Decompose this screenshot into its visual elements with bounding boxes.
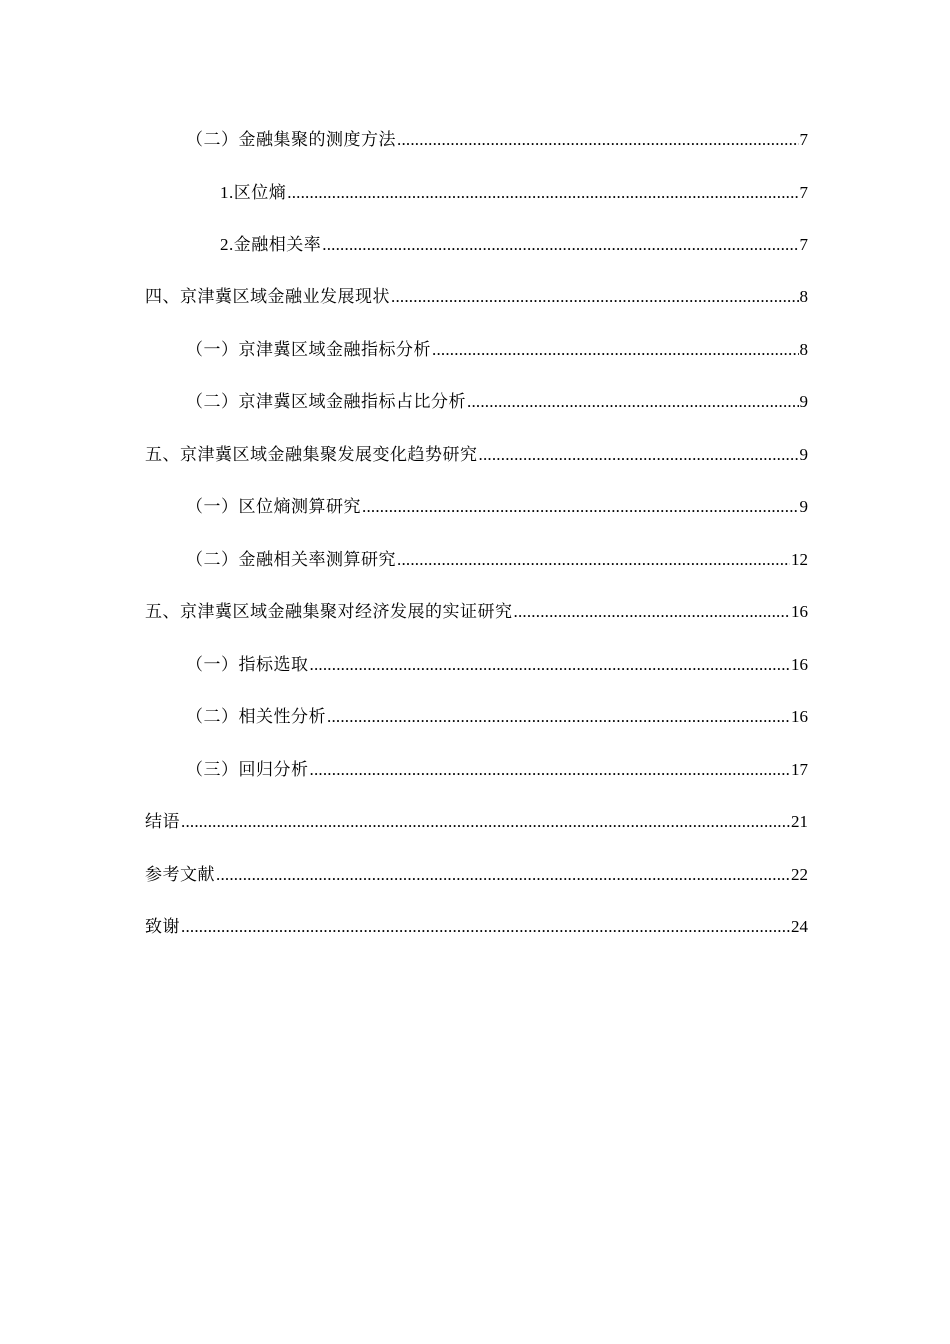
toc-entry[interactable]: [0, 230, 808, 256]
toc-dot-leader: [397, 549, 790, 571]
toc-entry-page: 9: [799, 392, 808, 411]
toc-entry-page: 7: [799, 235, 808, 254]
toc-entry-title: （一）京津冀区域金融指标分析: [186, 340, 431, 359]
toc-dot-leader: [310, 759, 791, 781]
toc-entry-page: 24: [791, 917, 808, 936]
toc-entry-page: 7: [799, 130, 808, 149]
toc-entry-title: 1.区位熵: [220, 183, 287, 202]
toc-entry-title: （三）回归分析: [186, 760, 309, 779]
toc-dot-leader: [397, 129, 799, 151]
toc-entry-title: （一）指标选取: [186, 655, 309, 674]
toc-entry-page: 9: [799, 497, 808, 516]
toc-entry-page: 22: [791, 865, 808, 884]
toc-entry[interactable]: [0, 912, 808, 938]
toc-dot-leader: [216, 864, 790, 886]
toc-entry[interactable]: [0, 440, 808, 466]
toc-entry-title: 结语: [145, 812, 180, 831]
toc-entry[interactable]: [0, 282, 808, 308]
toc-entry-title: （一）区位熵测算研究: [186, 497, 361, 516]
toc-entry-title: 2.金融相关率: [220, 235, 322, 254]
toc-dot-leader: [327, 706, 790, 728]
toc-entry-title: （二）相关性分析: [186, 707, 326, 726]
toc-entry[interactable]: [0, 125, 808, 151]
toc-entry-page: 8: [799, 287, 808, 306]
toc-dot-leader: [432, 339, 799, 361]
toc-entry-page: 12: [791, 550, 808, 569]
toc-entry[interactable]: [0, 178, 808, 204]
toc-entry-page: 21: [791, 812, 808, 831]
toc-entry[interactable]: [0, 755, 808, 781]
toc-entry[interactable]: [0, 702, 808, 728]
toc-entry-title: 致谢: [145, 917, 180, 936]
toc-entry-title: 五、京津冀区域金融集聚发展变化趋势研究: [145, 445, 478, 464]
toc-entry-title: （二）金融集聚的测度方法: [186, 130, 396, 149]
toc-entry-page: 16: [791, 602, 808, 621]
toc-entry[interactable]: [0, 387, 808, 413]
toc-entry-page: 16: [791, 707, 808, 726]
toc-entry-page: 9: [799, 445, 808, 464]
toc-entry-page: 8: [799, 340, 808, 359]
toc-entry-page: 16: [791, 655, 808, 674]
toc-entry[interactable]: [0, 860, 808, 886]
toc-entry[interactable]: [0, 335, 808, 361]
toc-entry[interactable]: [0, 545, 808, 571]
toc-entry-title: 参考文献: [145, 865, 215, 884]
toc-dot-leader: [181, 811, 790, 833]
toc-entry[interactable]: [0, 650, 808, 676]
toc-dot-leader: [310, 654, 791, 676]
toc-dot-leader: [287, 182, 798, 204]
toc-dot-leader: [514, 601, 791, 623]
toc-entry-title: 五、京津冀区域金融集聚对经济发展的实证研究: [145, 602, 513, 621]
toc-entry-page: 7: [799, 183, 808, 202]
toc-dot-leader: [479, 444, 799, 466]
toc-entry[interactable]: [0, 597, 808, 623]
toc-entry-title: 四、京津冀区域金融业发展现状: [145, 287, 390, 306]
toc-dot-leader: [322, 234, 798, 256]
toc-dot-leader: [362, 496, 799, 518]
toc-dot-leader: [181, 916, 790, 938]
toc-dot-leader: [391, 286, 799, 308]
toc-dot-leader: [467, 391, 799, 413]
toc-entry[interactable]: [0, 807, 808, 833]
toc-entry-title: （二）金融相关率测算研究: [186, 550, 396, 569]
toc-entry-page: 17: [791, 760, 808, 779]
toc-entry-title: （二）京津冀区域金融指标占比分析: [186, 392, 466, 411]
toc-entry[interactable]: [0, 492, 808, 518]
